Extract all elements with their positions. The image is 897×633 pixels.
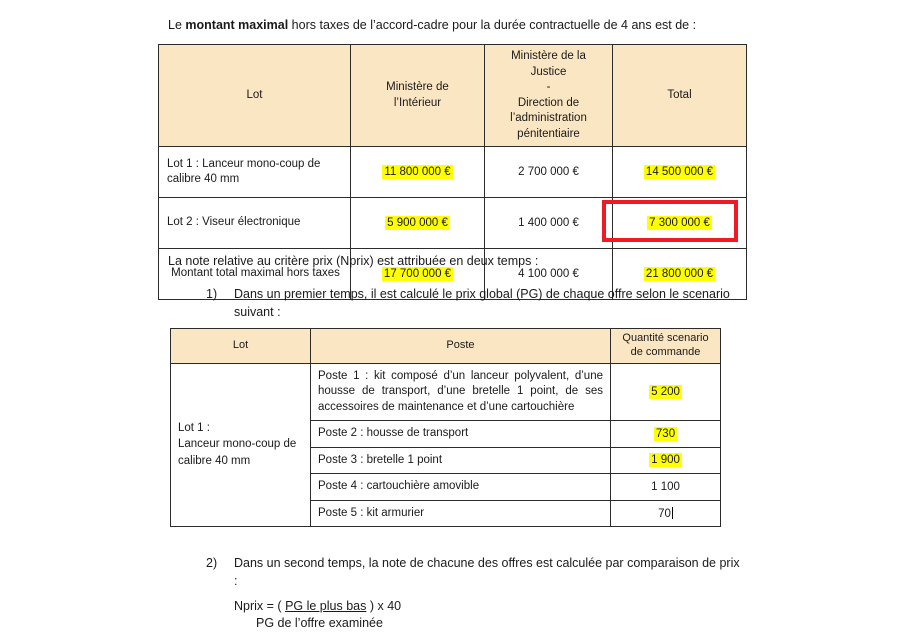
column-header-quantite [611,329,721,364]
cell-lot1-justice: 2 700 000 € [485,147,613,198]
column-header-justice [485,45,613,147]
cell-lot1-label [171,363,311,527]
cell-quantite-2 [611,421,721,448]
cell-lot1-total [613,147,747,198]
header-line-1: Ministère de la [511,50,586,62]
step-2-text: Dans un second temps, la note de chacune des offres est calculée par comparaison de prix : [234,556,740,589]
column-header-lot: Lot [159,45,351,147]
text-cursor [672,507,673,519]
cell-poste-1: Poste 1 : kit composé d’un lanceur polyvalent, d’une housse de transport, d’une bretelle 1 point, de ses accessoires de maintenance et d’une cartouchière [311,363,611,421]
intro-text-before: Le [168,18,186,32]
header-line-1: Ministère de [386,81,449,94]
formula-prefix: Nprix = ( [234,599,286,613]
cell-quantite-4: 1 100 [611,474,721,501]
row-label-lot1: Lot 1 : Lanceur mono-coup de calibre 40 mm [159,147,351,198]
cell-quantite-1 [611,363,721,421]
row-label-total: Montant total maximal hors taxes [159,249,351,300]
step-1-text: Dans un premier temps, il est calculé le prix global (PG) de chaque offre selon le scenario suivant : [234,287,730,320]
header-line-2: Justice [530,65,567,78]
lot-label-line-2: Lanceur mono-coup de [178,438,297,451]
note-paragraph: La note relative au critère prix (Nprix) est attribuée en deux temps : [168,254,539,268]
intro-text-after: hors taxes de l’accord-cadre pour la durée contractuelle de 4 ans est de : [288,18,697,32]
highlighted-value: 730 [655,427,676,440]
cell-lot1-interieur [351,147,485,198]
column-header-total: Total [613,45,747,147]
column-header-interieur [351,45,485,147]
cell-quantite-3 [611,447,721,474]
table-row [171,363,721,421]
step-1-number: 1) [206,287,218,301]
highlighted-value: 14 500 000 € [645,166,714,179]
header-line-6: pénitentiaire [517,127,580,140]
cell-total-justice: 4 100 000 € [485,249,613,300]
cell-poste-4: Poste 4 : cartouchière amovible [311,474,611,501]
cell-poste-3: Poste 3 : bretelle 1 point [311,447,611,474]
nprix-formula [234,598,401,632]
highlighted-value: 1 900 [651,454,680,467]
quantite-5-value: 70 [658,507,671,520]
cell-lot2-justice: 1 400 000 € [485,198,613,249]
cell-poste-2: Poste 2 : housse de transport [311,421,611,448]
formula-numerator: PG le plus bas [285,599,367,613]
highlighted-value: 5 200 [651,385,680,398]
scenario-quantities-table [170,328,721,527]
table-row [159,147,747,198]
header-line-1: Quantité scenario [622,332,709,344]
table-header-row [159,45,747,147]
highlighted-value: 21 800 000 € [645,268,714,281]
step-1-paragraph [206,285,746,321]
intro-paragraph [168,18,696,32]
cell-lot2-interieur [351,198,485,249]
highlighted-value: 5 900 000 € [387,217,448,230]
column-header-poste: Poste [311,329,611,364]
lot-label-line-1: Lot 1 : [178,421,210,434]
table-header-row [171,329,721,364]
step-2-number: 2) [206,556,218,570]
row-label-lot2: Lot 2 : Viseur électronique [159,198,351,249]
highlighted-value: 7 300 000 € [649,217,710,230]
header-line-5: l’administration [510,112,587,125]
cell-lot2-total [613,198,747,249]
header-line-3: - [546,81,551,94]
formula-denominator: PG de l’offre examinée [256,615,383,630]
header-line-2: de commande [630,345,701,358]
cell-poste-5: Poste 5 : kit armurier [311,500,611,527]
highlighted-value: 17 700 000 € [383,268,452,281]
cell-quantite-5[interactable] [611,500,721,527]
formula-suffix: ) x 40 [366,599,402,613]
header-line-2: l’Intérieur [393,96,442,109]
header-line-4: Direction de [517,96,580,109]
table-row [159,198,747,249]
column-header-lot: Lot [171,329,311,364]
intro-text-bold: montant maximal [185,18,289,32]
lot-label-line-3: calibre 40 mm [178,455,251,468]
step-2-paragraph [206,554,746,590]
highlighted-value: 11 800 000 € [384,166,451,179]
